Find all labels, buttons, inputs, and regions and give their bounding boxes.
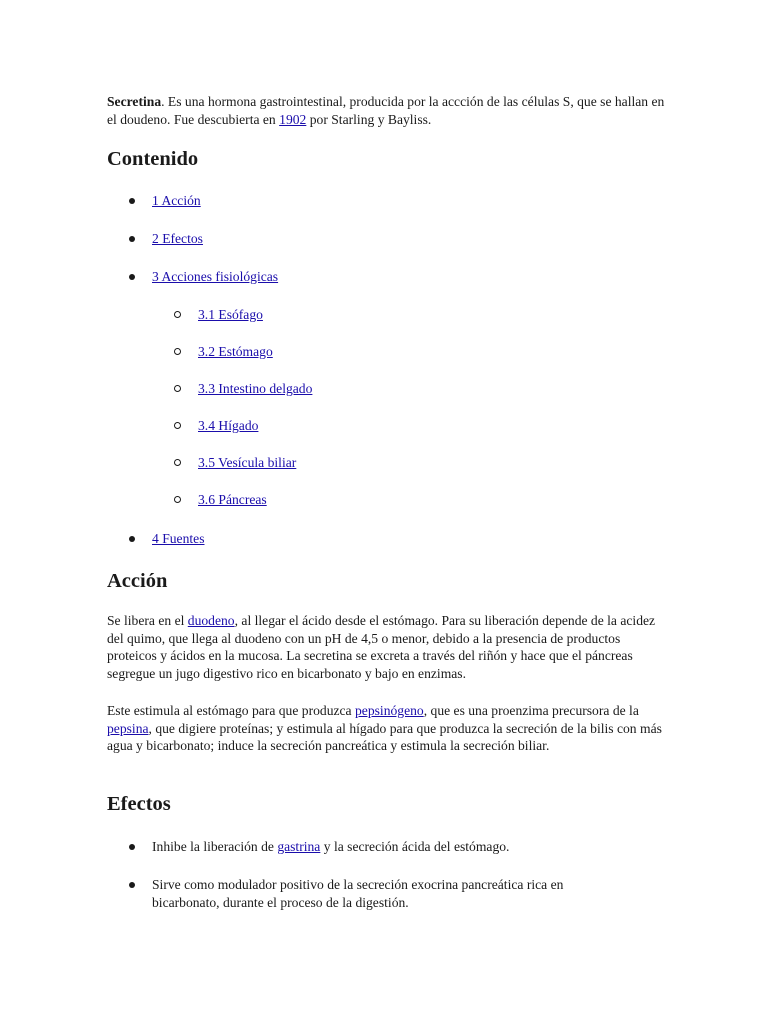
toc-link-accion[interactable]: 1 Acción	[152, 193, 201, 208]
intro-text-after: por Starling y Bayliss.	[306, 111, 432, 127]
toc-link-fuentes[interactable]: 4 Fuentes	[152, 531, 205, 546]
toc-link-esofago[interactable]: 3.1 Esófago	[198, 307, 263, 322]
toc-link-higado[interactable]: 3.4 Hígado	[198, 418, 259, 433]
hollow-bullet-icon	[174, 422, 181, 429]
accion-p2-after: , que digiere proteínas; y estimula al hígado para que produzca la secreción de la bilis con más agua y bicarbonato; induce la secreción pancreática y estimula la secreción biliar.	[107, 720, 662, 753]
gastrina-link[interactable]: gastrina	[277, 839, 321, 854]
bullet-icon	[129, 274, 135, 280]
toc-link-acciones-fisiologicas[interactable]: 3 Acciones fisiológicas	[152, 269, 279, 284]
hollow-bullet-icon	[174, 459, 181, 466]
toc-link-vesicula-biliar[interactable]: 3.5 Vesícula biliar	[198, 455, 297, 470]
accion-p2-before: Este estimula al estómago para que produzca	[107, 703, 355, 718]
section-heading-accion: Acción	[107, 570, 168, 592]
bullet-icon	[129, 844, 135, 850]
duodeno-link[interactable]: duodeno	[187, 613, 235, 628]
accion-p1-after: , al llegar el ácido desde el estómago. Para su liberación depende de la acidez del quimo, que llega al duodeno con un pH de 4,5 o menor, debido a la presencia de productos proteicos y ácidos en la mucosa. La secretina se excreta a través del riñón y hace que el páncreas segregue un jugo digestivo rico en bicarbonato y bajo en enzimas.	[107, 613, 656, 681]
efectos-item-1-after: y la secreción ácida del estómago.	[320, 839, 510, 854]
efectos-item-2-text: Sirve como modulador positivo de la secreción exocrina pancreática rica en bicarbonato, durante el proceso de la digestión.	[152, 877, 564, 910]
toc-link-pancreas[interactable]: 3.6 Páncreas	[198, 492, 267, 507]
accion-p2-middle: , que es una proenzima precursora de la	[423, 703, 639, 718]
year-link[interactable]: 1902	[279, 111, 307, 127]
hollow-bullet-icon	[174, 385, 181, 392]
section-heading-efectos: Efectos	[107, 793, 171, 815]
intro-term: Secretina	[107, 94, 162, 109]
toc-link-intestino-delgado[interactable]: 3.3 Intestino delgado	[198, 381, 313, 396]
efectos-item-1-text	[152, 838, 632, 856]
pepsinogeno-link[interactable]: pepsinógeno	[355, 703, 424, 718]
hollow-bullet-icon	[174, 311, 181, 318]
bullet-icon	[129, 236, 135, 242]
accion-p1-before: Se libera en el	[107, 613, 188, 628]
toc-heading: Contenido	[107, 148, 199, 170]
efectos-item-1-before: Inhibe la liberación de	[152, 839, 278, 854]
bullet-icon	[129, 536, 135, 542]
bullet-icon	[129, 198, 135, 204]
intro-paragraph	[107, 93, 667, 128]
toc-link-estomago[interactable]: 3.2 Estómago	[198, 344, 273, 359]
intro-text-before: . Es una hormona gastrointestinal, producida por la accción de las células S, que se hallan en el doudeno. Fue descubierta en	[107, 94, 665, 127]
pepsina-link[interactable]: pepsina	[107, 720, 149, 736]
hollow-bullet-icon	[174, 496, 181, 503]
hollow-bullet-icon	[174, 348, 181, 355]
accion-paragraph-2	[107, 702, 667, 755]
bullet-icon	[129, 882, 135, 888]
accion-paragraph-1	[107, 612, 667, 682]
toc-link-efectos[interactable]: 2 Efectos	[152, 231, 203, 246]
